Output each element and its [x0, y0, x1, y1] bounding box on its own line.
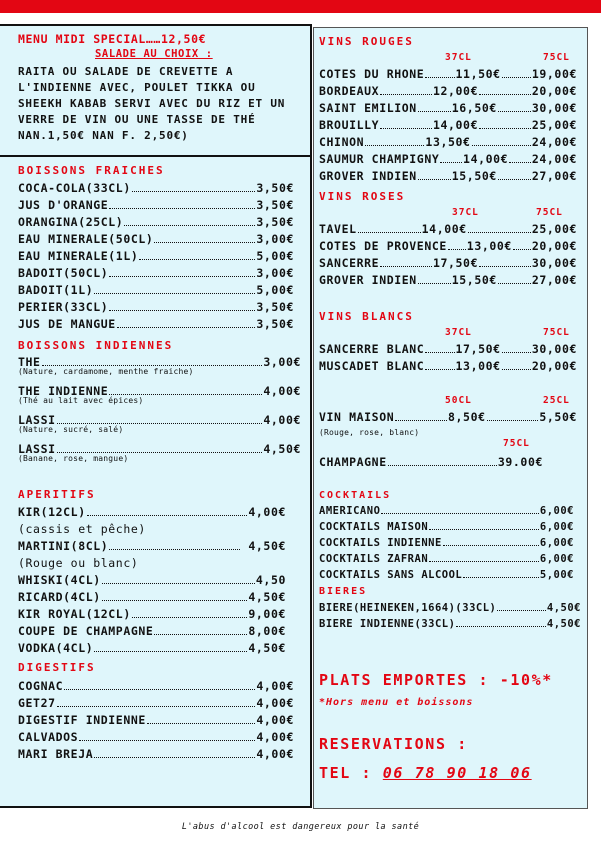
bieres-row: [319, 602, 581, 614]
item-price: 6,00€: [539, 537, 574, 549]
item-price: 4,00€: [256, 696, 294, 710]
item-name: CALVADOS: [18, 730, 79, 744]
dot-leader: [440, 162, 462, 163]
wine-name: SANCERRE: [319, 256, 380, 270]
item-name: THE: [18, 355, 41, 369]
menu-item-row: [18, 249, 294, 263]
menu-item-row: [18, 679, 294, 693]
wine-price-37cl: 13,00€: [466, 239, 512, 253]
wine-name: SAUMUR CHAMPIGNY: [319, 152, 440, 166]
item-price: 5,00€: [256, 283, 294, 297]
item-price: 4,50€: [263, 442, 301, 456]
col-75cl: 75CL: [543, 52, 570, 63]
heading-aperitifs: APERITIFS: [18, 488, 96, 501]
menu-item-row: [18, 215, 294, 229]
wine-price-75cl: 24,00€: [531, 135, 577, 149]
dot-leader: [102, 583, 255, 584]
menu-item-row: [18, 283, 294, 297]
cocktails-row: [319, 505, 574, 517]
heading-cocktails: COCKTAILS: [319, 490, 392, 501]
dot-leader: [502, 77, 531, 78]
wine-price-75cl: 30,00€: [531, 101, 577, 115]
item-price: 4,50€: [546, 602, 581, 614]
menu-item-row: [18, 607, 286, 621]
wine-price-37cl: 14,00€: [463, 152, 509, 166]
wine-row: [319, 256, 577, 270]
heading-vins-rouges: VINS ROUGES: [319, 35, 414, 48]
item-price: 3,50€: [256, 300, 294, 314]
wine-price-37cl: 15,50€: [451, 273, 497, 287]
menu-midi-line: L'INDIENNE AVEC, POULET TIKKA OU: [18, 81, 256, 94]
top-red-bar: [0, 0, 601, 13]
dot-leader: [472, 145, 531, 146]
item-price: 4,00€: [263, 413, 301, 427]
wine-name: MUSCADET BLANC: [319, 359, 425, 373]
wine-name: BORDEAUX: [319, 84, 380, 98]
wine-price-37cl: 12,00€: [432, 84, 479, 98]
dot-leader: [448, 249, 466, 250]
wine-price-37cl: 11,50€: [455, 67, 501, 81]
menu-item-row: [18, 590, 286, 604]
alcohol-warning: L'abus d'alcool est dangereux pour la santé: [181, 822, 420, 832]
item-name: KIR ROYAL(12CL): [18, 607, 131, 621]
dot-leader: [468, 232, 531, 233]
item-price: 3,00€: [256, 232, 294, 246]
item-name: COCKTAILS MAISON: [319, 521, 429, 533]
dot-leader: [154, 634, 247, 635]
cocktails-row: [319, 553, 574, 565]
dot-leader: [64, 689, 255, 690]
item-name: EAU MINERALE(50CL): [18, 232, 154, 246]
dot-leader: [463, 577, 539, 578]
menu-item-row: [18, 747, 294, 761]
dot-leader: [42, 365, 263, 366]
dot-leader: [79, 740, 255, 741]
dot-leader: [154, 242, 255, 243]
wine-price-37cl: 16,50€: [451, 101, 497, 115]
col-37cl: 37CL: [445, 52, 472, 63]
item-note: (Thé au lait avec épices): [18, 396, 144, 405]
item-price: 4,00€: [263, 384, 301, 398]
col-75cl: 75CL: [503, 438, 530, 449]
col-75cl: 75CL: [543, 327, 570, 338]
heading-digestifs: DIGESTIFS: [18, 661, 96, 674]
wine-price-37cl: 17,50€: [432, 256, 479, 270]
item-name: COCKTAILS INDIENNE: [319, 537, 442, 549]
wine-row: [319, 359, 577, 373]
wine-name: COTES DU RHONE: [319, 67, 425, 81]
dot-leader: [94, 651, 247, 652]
col-75cl: 75CL: [536, 207, 563, 218]
dot-leader: [124, 225, 255, 226]
item-price: 4,00€: [256, 747, 294, 761]
heading-boissons-indiennes: BOISSONS INDIENNES: [18, 339, 174, 352]
heading-vins-roses: VINS ROSES: [319, 190, 406, 203]
phone-number[interactable]: 06 78 90 18 06: [382, 764, 532, 782]
wine-price-75cl: 20,00€: [531, 359, 577, 373]
item-name: COGNAC: [18, 679, 64, 693]
menu-item-row: [18, 624, 286, 638]
dot-leader: [132, 191, 256, 192]
wine-name: SAINT EMILION: [319, 101, 417, 115]
dot-leader: [57, 706, 256, 707]
item-name: BADOIT(1L): [18, 283, 94, 297]
wine-row: [319, 118, 577, 132]
wine-price-75cl: 24,00€: [531, 152, 578, 166]
item-price: 4,50€: [546, 618, 581, 630]
item-name: DIGESTIF INDIENNE: [18, 713, 146, 727]
wine-row: [319, 101, 577, 115]
menu-item-row: [18, 232, 294, 246]
item-price: 3,50€: [256, 198, 294, 212]
dot-leader: [147, 723, 255, 724]
dot-leader: [418, 111, 451, 112]
item-price: 5,00€: [256, 249, 294, 263]
wine-name: SANCERRE BLANC: [319, 342, 425, 356]
dot-leader: [109, 549, 240, 550]
vin-maison-row: VIN MAISON 8,50€ 5,50€: [319, 410, 577, 424]
col-25cl: 25CL: [543, 395, 570, 406]
col-37cl: 37CL: [445, 327, 472, 338]
item-price: 4,50€: [240, 539, 286, 553]
dot-leader: [57, 452, 263, 453]
dot-leader: [497, 610, 546, 611]
wine-row: [319, 273, 577, 287]
item-name: MARI BREJA: [18, 747, 94, 761]
item-price: 3,50€: [256, 181, 294, 195]
dot-leader: [94, 293, 255, 294]
dot-leader: [513, 249, 531, 250]
dot-leader: [498, 179, 531, 180]
vin-maison-note: (Rouge, rose, blanc): [319, 428, 420, 437]
menu-item-row: [18, 539, 286, 553]
wine-price-37cl: 14,00€: [421, 222, 467, 236]
item-price: 9,00€: [248, 607, 286, 621]
item-note: (Banane, rose, mangue): [18, 454, 129, 463]
takeaway-promo: PLATS EMPORTES : -10%*: [319, 671, 553, 689]
dot-leader: [57, 423, 263, 424]
dot-leader: [109, 310, 255, 311]
item-note: (cassis et pêche): [18, 522, 146, 536]
menu-item-row: [18, 181, 294, 195]
item-price: 4,50€: [248, 641, 286, 655]
item-price: 4,00€: [248, 505, 286, 519]
dot-leader: [498, 283, 531, 284]
item-note: (Nature, cardamome, menthe fraiche): [18, 367, 194, 376]
item-name: BIERE INDIENNE(33CL): [319, 618, 456, 630]
menu-item-row: [18, 696, 294, 710]
menu-item-row: [18, 300, 294, 314]
dot-leader: [358, 232, 421, 233]
wine-name: GROVER INDIEN: [319, 169, 417, 183]
item-price: 4,00€: [256, 713, 294, 727]
menu-midi-line: VERRE DE VIN OU UNE TASSE DE THÉ: [18, 113, 256, 126]
item-name: LASSI: [18, 442, 56, 456]
item-name: JUS DE MANGUE: [18, 317, 116, 331]
dot-leader: [502, 369, 531, 370]
item-name: COCA-COLA(33CL): [18, 181, 131, 195]
dot-leader: [94, 757, 255, 758]
wine-price-37cl: 17,50€: [455, 342, 501, 356]
dot-leader: [109, 208, 255, 209]
item-name: GET27: [18, 696, 56, 710]
dot-leader: [418, 179, 451, 180]
item-name: COUPE DE CHAMPAGNE: [18, 624, 154, 638]
item-name: KIR(12CL): [18, 505, 86, 519]
menu-item-row: [18, 266, 294, 280]
col-50cl: 50CL: [445, 395, 472, 406]
item-name: COCKTAILS SANS ALCOOL: [319, 569, 463, 581]
heading-boissons-fraiches: BOISSONS FRAICHES: [18, 164, 165, 177]
item-note: (Rouge ou blanc): [18, 556, 139, 570]
dot-leader: [479, 94, 531, 95]
wine-price-37cl: 14,00€: [432, 118, 479, 132]
wine-price-75cl: 20,00€: [531, 84, 578, 98]
wine-row: [319, 222, 577, 236]
wine-name: COTES DE PROVENCE: [319, 239, 447, 253]
item-name: THE INDIENNE: [18, 384, 109, 398]
dot-leader: [509, 162, 531, 163]
dot-leader: [425, 369, 454, 370]
wine-name: CHINON: [319, 135, 365, 149]
dot-leader: [380, 266, 432, 267]
heading-vins-blancs: VINS BLANCS: [319, 310, 414, 323]
menu-item-row: [18, 317, 294, 331]
wine-price-37cl: 15,50€: [451, 169, 497, 183]
menu-item-row: [18, 198, 294, 212]
item-price: 3,50€: [256, 215, 294, 229]
dot-leader: [132, 617, 248, 618]
wine-row: [319, 67, 577, 81]
item-note: (Nature, sucré, salé): [18, 425, 124, 434]
item-name: EAU MINERALE(1L): [18, 249, 139, 263]
item-price: 4,50€: [248, 590, 286, 604]
item-name: AMERICANO: [319, 505, 381, 517]
takeaway-note: *Hors menu et boissons: [319, 697, 474, 708]
item-name: COCKTAILS ZAFRAN: [319, 553, 429, 565]
wine-row: [319, 84, 577, 98]
item-name: LASSI: [18, 413, 56, 427]
menu-item-row: [18, 641, 286, 655]
wine-price-75cl: 19,00€: [531, 67, 577, 81]
menu-item-row: [18, 573, 286, 587]
wine-price-75cl: 30,00€: [531, 256, 578, 270]
dot-leader: [102, 600, 248, 601]
dot-leader: [429, 529, 539, 530]
dot-leader: [139, 259, 255, 260]
item-name: ORANGINA(25CL): [18, 215, 124, 229]
cocktails-row: [319, 537, 574, 549]
bieres-row: [319, 618, 581, 630]
item-name: BIERE(HEINEKEN,1664)(33CL): [319, 602, 497, 614]
wine-price-37cl: 13,50€: [425, 135, 471, 149]
dot-leader: [443, 545, 539, 546]
menu-item-row: [18, 730, 294, 744]
item-name: VODKA(4CL): [18, 641, 94, 655]
item-name: PERIER(33CL): [18, 300, 109, 314]
menu-separator: [0, 155, 312, 157]
wine-name: GROVER INDIEN: [319, 273, 417, 287]
item-price: 5,00€: [539, 569, 574, 581]
phone-line: TEL : 06 78 90 18 06: [319, 764, 532, 782]
menu-item-row: [18, 505, 286, 519]
item-price: 4,50: [255, 573, 286, 587]
dot-leader: [456, 626, 545, 627]
wine-row: [319, 152, 577, 166]
item-name: MARTINI(8CL): [18, 539, 109, 553]
wine-price-75cl: 30,00€: [531, 342, 577, 356]
dot-leader: [425, 352, 454, 353]
wine-price-37cl: 13,00€: [455, 359, 501, 373]
dot-leader: [498, 111, 531, 112]
dot-leader: [109, 276, 255, 277]
wine-name: BROUILLY: [319, 118, 380, 132]
item-price: 3,00€: [263, 355, 301, 369]
dot-leader: [380, 94, 432, 95]
reservations-label: RESERVATIONS :: [319, 735, 468, 753]
dot-leader: [479, 128, 531, 129]
champagne-row: CHAMPAGNE 39.00€: [319, 455, 543, 469]
wine-price-75cl: 20,00€: [531, 239, 577, 253]
item-price: 6,00€: [539, 553, 574, 565]
dot-leader: [479, 266, 531, 267]
item-price: 3,50€: [256, 317, 294, 331]
menu-midi-line: SHEEKH KABAB SERVI AVEC DU RIZ ET UN: [18, 97, 286, 110]
wine-row: [319, 135, 577, 149]
wine-name: TAVEL: [319, 222, 357, 236]
wine-row: [319, 169, 577, 183]
menu-midi-title: MENU MIDI SPECIAL……12,50€: [18, 32, 207, 46]
wine-price-75cl: 25,00€: [531, 222, 577, 236]
item-price: 4,00€: [256, 679, 294, 693]
wine-row: [319, 342, 577, 356]
item-price: 6,00€: [539, 505, 574, 517]
item-price: 8,00€: [248, 624, 286, 638]
wine-row: [319, 239, 577, 253]
dot-leader: [381, 513, 538, 514]
item-name: WHISKI(4CL): [18, 573, 101, 587]
cocktails-row: [319, 521, 574, 533]
menu-midi-line: RAITA OU SALADE DE CREVETTE A: [18, 65, 234, 78]
dot-leader: [365, 145, 424, 146]
dot-leader: [425, 77, 454, 78]
wine-price-75cl: 25,00€: [531, 118, 578, 132]
col-37cl: 37CL: [452, 207, 479, 218]
heading-bieres: BIERES: [319, 586, 368, 597]
menu-item-row: [18, 713, 294, 727]
wine-price-75cl: 27,00€: [531, 273, 577, 287]
dot-leader: [109, 394, 262, 395]
menu-midi-line: NAN.1,50€ NAN F. 2,50€): [18, 129, 189, 142]
item-price: 4,00€: [256, 730, 294, 744]
menu-midi-subtitle: SALADE AU CHOIX :: [95, 48, 213, 60]
wine-price-75cl: 27,00€: [531, 169, 577, 183]
dot-leader: [418, 283, 451, 284]
item-name: JUS D'ORANGE: [18, 198, 109, 212]
item-price: 6,00€: [539, 521, 574, 533]
cocktails-row: [319, 569, 574, 581]
dot-leader: [117, 327, 256, 328]
dot-leader: [502, 352, 531, 353]
item-price: 3,00€: [256, 266, 294, 280]
dot-leader: [380, 128, 432, 129]
dot-leader: [87, 515, 248, 516]
item-name: RICARD(4CL): [18, 590, 101, 604]
item-name: BADOIT(50CL): [18, 266, 109, 280]
dot-leader: [429, 561, 539, 562]
